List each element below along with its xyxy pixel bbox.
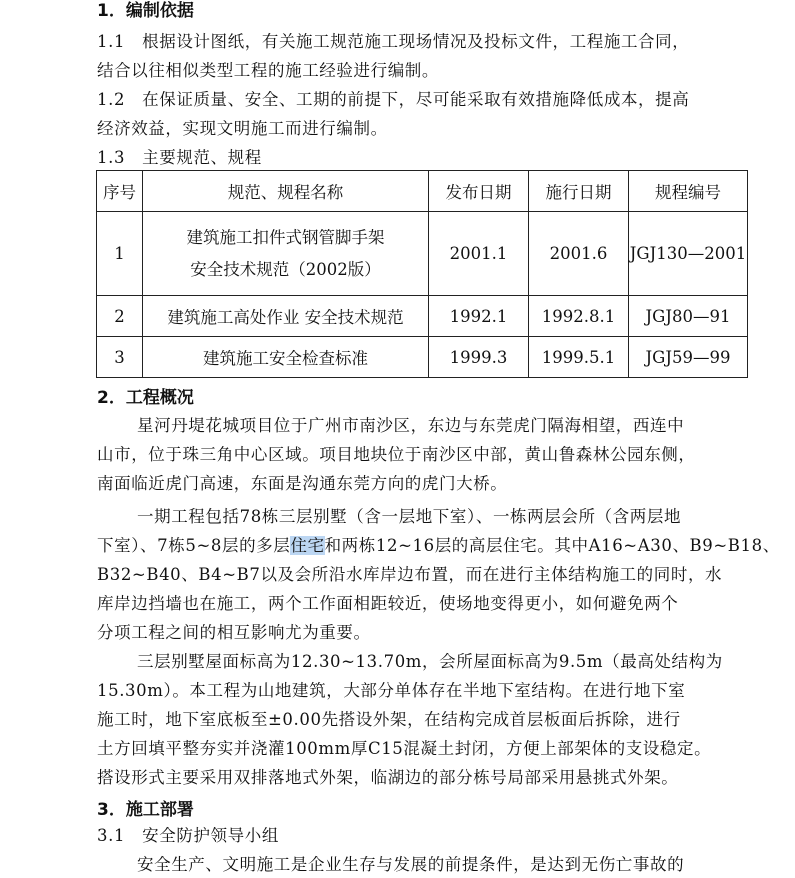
header-code: 规程编号 xyxy=(629,171,748,212)
section-2-title: 2．工程概况 xyxy=(97,388,194,408)
para-2-1-line-3: 南面临近虎门高速，东面是沟通东莞方向的虎门大桥。 xyxy=(97,474,508,493)
para-1-2-line-2: 经济效益，实现文明施工而进行编制。 xyxy=(97,119,388,138)
cell-name: 建筑施工高处作业 安全技术规范 xyxy=(143,296,429,337)
cell-name-line-2: 安全技术规范（2002版） xyxy=(190,259,381,279)
table-header-row xyxy=(97,171,748,212)
cell-no: 2 xyxy=(97,296,143,337)
text-before-highlight: 下室）、7栋5~8层的多层 xyxy=(97,536,291,555)
cell-code: JGJ80—91 xyxy=(629,296,748,337)
cell-effective-date: 2001.6 xyxy=(529,212,629,296)
para-2-2-line-3: B32~B40、B4~B7以及会所沿水库岸边布置，而在进行主体结构施工的同时，水 xyxy=(97,565,723,584)
regulations-table xyxy=(96,170,748,378)
para-2-3-line-4: 土方回填平整夯实并浇灌100mm厚C15混凝土封闭，方便上部架体的支设稳定。 xyxy=(97,739,712,758)
para-2-1-line-1: 星河丹堤花城项目位于广州市南沙区，东边与东莞虎门隔海相望，西连中 xyxy=(137,416,685,435)
para-1-3: 1.3 主要规范、规程 xyxy=(97,148,262,167)
text-after-highlight: 和两栋12~16层的高层住宅。其中A16~A30、B9~B18、 xyxy=(324,536,780,555)
para-1-2-line-1: 1.2 在保证质量、安全、工期的前提下，尽可能采取有效措施降低成本，提高 xyxy=(97,90,690,109)
cell-name xyxy=(143,212,429,296)
table-row xyxy=(97,337,748,378)
cell-effective-date: 1992.8.1 xyxy=(529,296,629,337)
cell-publish-date: 1992.1 xyxy=(429,296,529,337)
selected-text-highlight[interactable]: 住宅 xyxy=(290,536,325,555)
header-name: 规范、规程名称 xyxy=(143,171,429,212)
table-row xyxy=(97,296,748,337)
header-no: 序号 xyxy=(97,171,143,212)
cell-code: JGJ59—99 xyxy=(629,337,748,378)
para-3-1: 3.1 安全防护领导小组 xyxy=(97,826,279,845)
cell-name-line-1: 建筑施工扣件式钢管脚手架 xyxy=(186,227,385,247)
para-1-1-line-2: 结合以往相似类型工程的施工经验进行编制。 xyxy=(97,61,439,80)
para-2-2-line-1: 一期工程包括78栋三层别墅（含一层地下室）、一栋两层会所（含两层地 xyxy=(137,507,682,526)
cell-code: JGJ130—2001 xyxy=(629,212,748,296)
para-3-2-line-1: 安全生产、文明施工是企业生存与发展的前提条件，是达到无伤亡事故的 xyxy=(137,855,685,874)
cell-no: 3 xyxy=(97,337,143,378)
para-2-2-line-5: 分项工程之间的相互影响尤为重要。 xyxy=(97,623,371,642)
section-3-title: 3．施工部署 xyxy=(97,800,194,820)
para-2-3-line-5: 搭设形式主要采用双排落地式外架，临湖边的部分栋号局部采用悬挑式外架。 xyxy=(97,768,679,787)
table-row xyxy=(97,212,748,296)
cell-name: 建筑施工安全检查标准 xyxy=(143,337,429,378)
cell-publish-date: 2001.1 xyxy=(429,212,529,296)
cell-no: 1 xyxy=(97,212,143,296)
para-2-2-line-4: 库岸边挡墙也在施工，两个工作面相距较近，使场地变得更小，如何避免两个 xyxy=(97,594,679,613)
header-effective-date: 施行日期 xyxy=(529,171,629,212)
cell-effective-date: 1999.5.1 xyxy=(529,337,629,378)
para-2-3-line-3: 施工时，地下室底板至±0.00先搭设外架，在结构完成首层板面后拆除，进行 xyxy=(97,710,681,729)
para-2-3-line-1: 三层别墅屋面标高为12.30~13.70m，会所屋面标高为9.5m（最高处结构为 xyxy=(137,652,723,671)
section-1-title: 1．编制依据 xyxy=(97,1,194,21)
header-publish-date: 发布日期 xyxy=(429,171,529,212)
para-1-1-line-1: 1.1 根据设计图纸，有关施工规范施工现场情况及投标文件，工程施工合同， xyxy=(97,32,690,51)
para-2-1-line-2: 山市，位于珠三角中心区域。项目地块位于南沙区中部，黄山鲁森林公园东侧， xyxy=(97,445,696,464)
para-2-2-line-2 xyxy=(97,532,780,556)
para-2-3-line-2: 15.30m）。本工程为山地建筑，大部分单体存在半地下室结构。在进行地下室 xyxy=(97,681,686,700)
cell-publish-date: 1999.3 xyxy=(429,337,529,378)
